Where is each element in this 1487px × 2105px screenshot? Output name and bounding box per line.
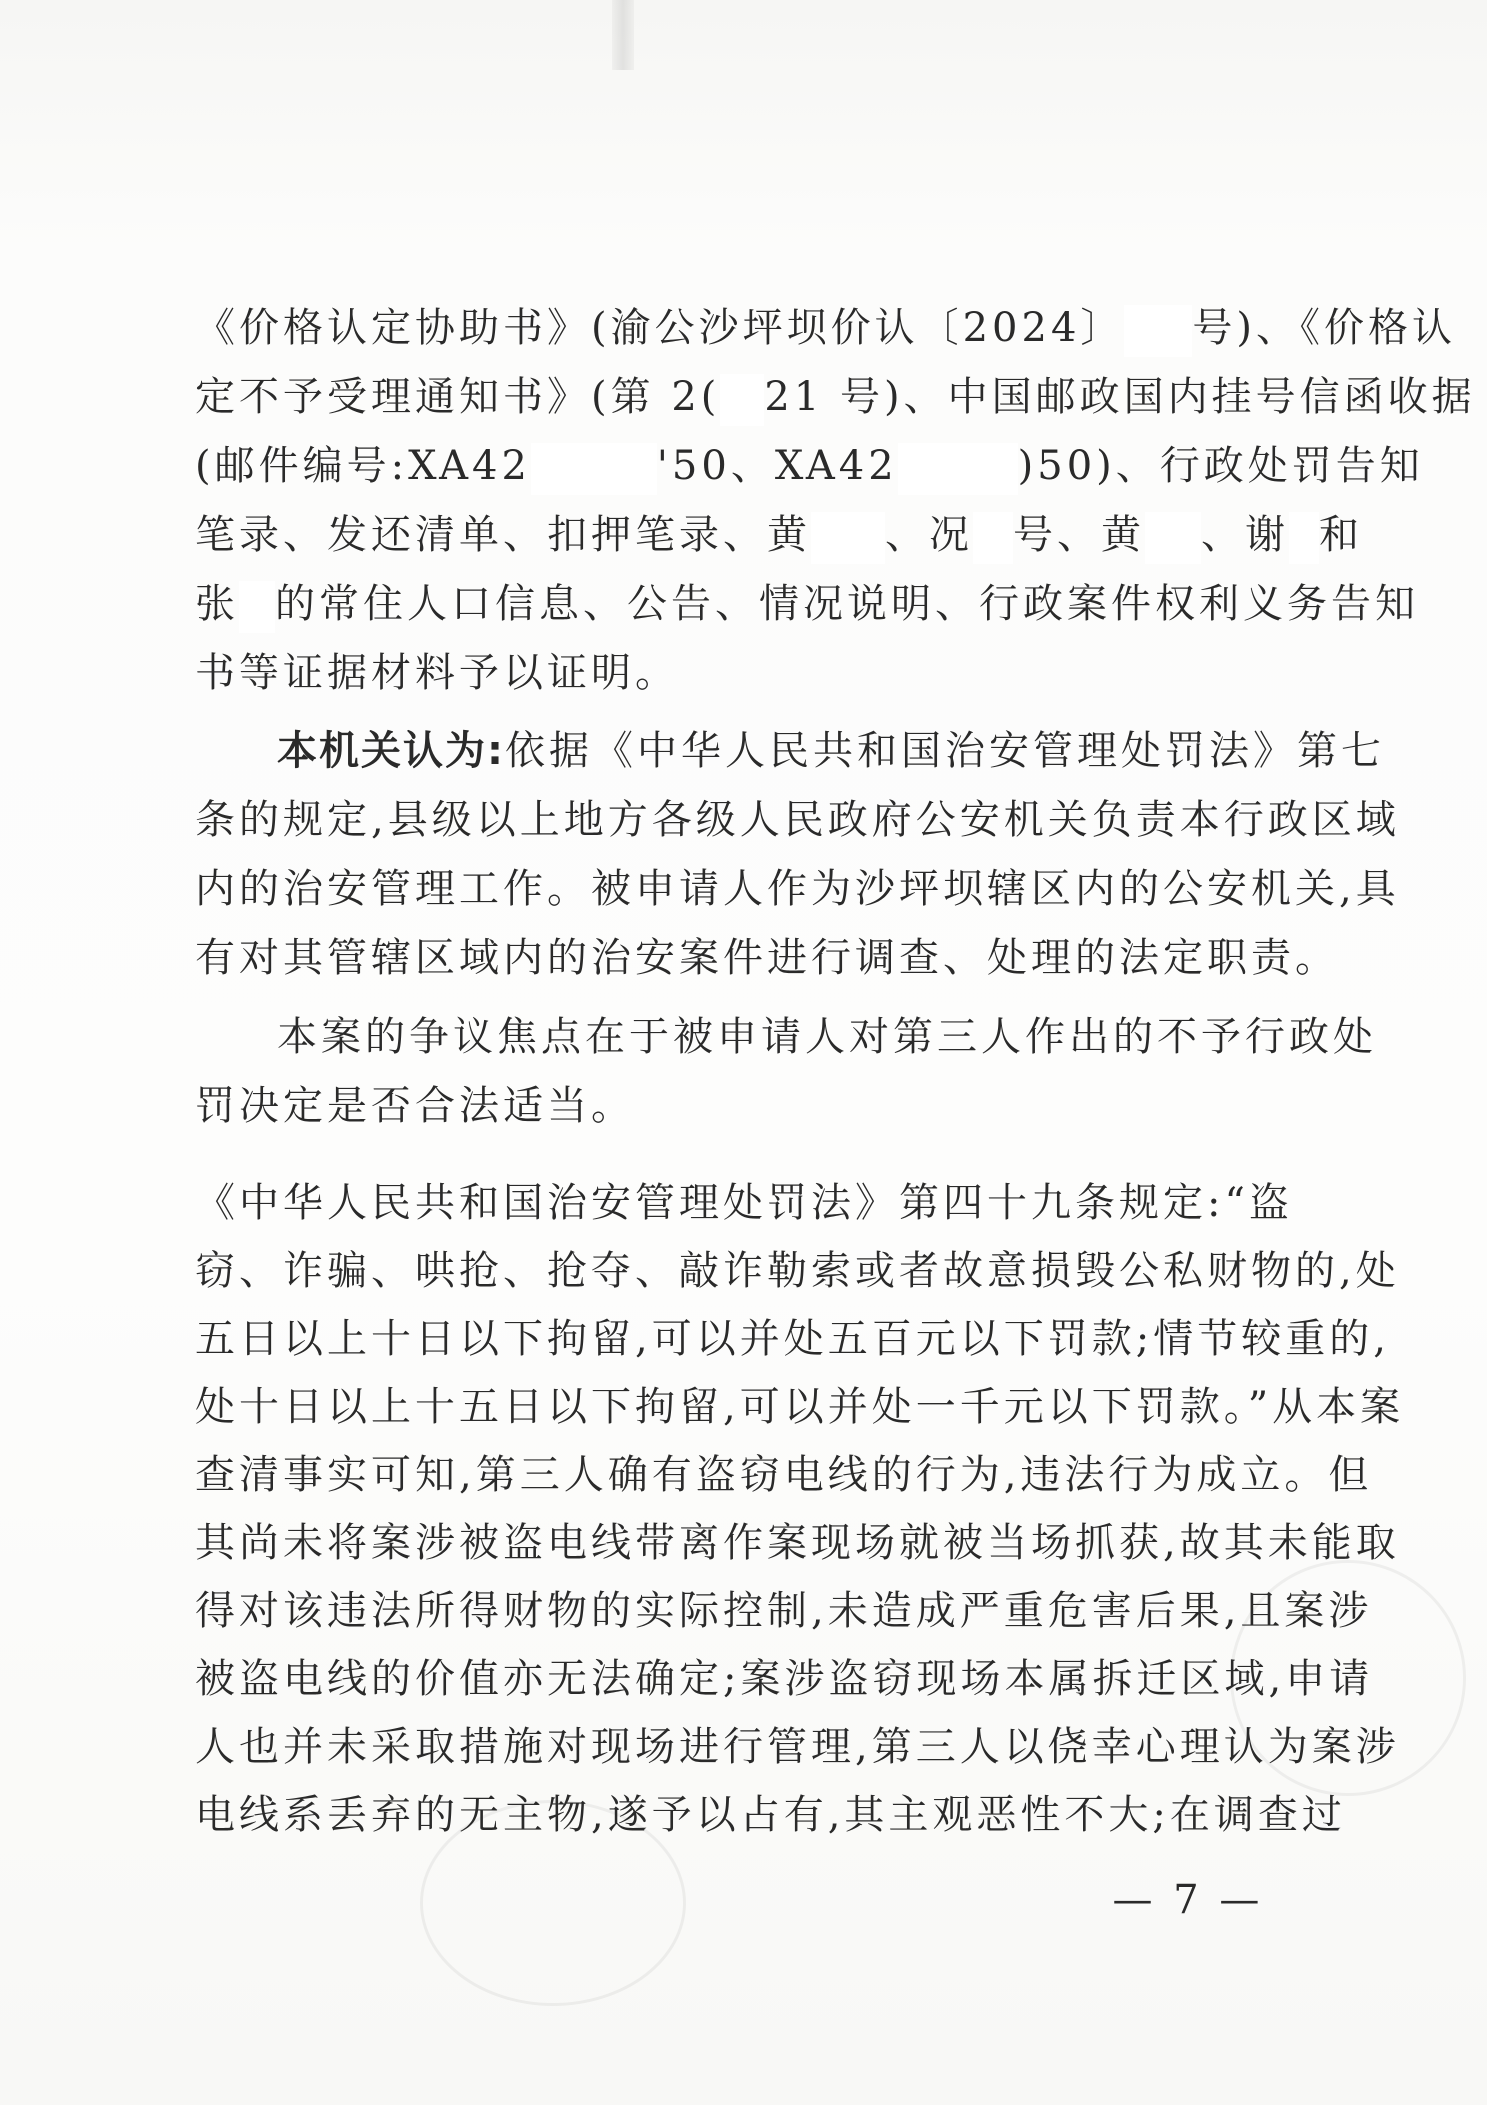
text-span: (邮件编号:XA42 [195, 443, 531, 489]
opinion-line-1 [277, 716, 1385, 786]
page-number: — 7 — [1112, 1877, 1264, 1923]
law-line-1 [195, 1168, 1310, 1238]
law-line-7 [195, 1576, 1373, 1646]
text-span: 定不予受理通知书》(第 2( [195, 374, 721, 420]
text-span: 书等证据材料予以证明。 [195, 650, 679, 696]
scan-fold-shadow [612, 0, 634, 70]
text-span: 号、黄 [1013, 512, 1145, 558]
text-line-2 [195, 362, 1476, 432]
focus-line-2 [195, 1071, 1310, 1141]
text-span: 的常住人口信息、公告、情况说明、行政案件权利义务告知 [275, 581, 1419, 627]
text-line-5 [195, 569, 1419, 639]
text-span: 被盗电线的价值亦无法确定;案涉盗窃现场本属拆迁区域,申请 [195, 1656, 1374, 1702]
text-span: 张 [195, 581, 239, 627]
text-span: 罚决定是否合法适当。 [195, 1083, 635, 1129]
text-span: 《中华人民共和国治安管理处罚法》第四十九条规定:“盗 [195, 1180, 1293, 1226]
redaction-block [1145, 512, 1201, 564]
law-line-4 [195, 1372, 1405, 1442]
law-line-6 [195, 1508, 1400, 1578]
text-line-4 [195, 500, 1363, 570]
text-line-1 [195, 293, 1457, 363]
text-span: 有对其管辖区域内的治安案件进行调查、处理的法定职责。 [195, 935, 1339, 981]
text-span: 依据《中华人民共和国治安管理处罚法》第七 [505, 728, 1385, 774]
text-span: 得对该违法所得财物的实际控制,未造成严重危害后果,且案涉 [195, 1588, 1373, 1634]
redaction-block [898, 443, 1018, 495]
text-span: 和 [1319, 512, 1363, 558]
opinion-line-2 [195, 785, 1400, 855]
law-line-9 [195, 1712, 1400, 1782]
text-line-3 [195, 431, 1424, 501]
law-line-3 [195, 1304, 1390, 1374]
law-line-8 [195, 1644, 1374, 1714]
text-span: 号)、《价格认 [1192, 305, 1457, 351]
redaction-block [811, 512, 885, 564]
text-span: 内的治安管理工作。被申请人作为沙坪坝辖区内的公安机关,具 [195, 866, 1400, 912]
text-span: 《价格认定协助书》(渝公沙坪坝价认〔2024〕 [195, 305, 1125, 351]
redaction-block [1124, 305, 1192, 357]
law-line-10 [195, 1780, 1346, 1850]
text-span: 其尚未将案涉被盗电线带离作案现场就被当场抓获,故其未能取 [195, 1520, 1400, 1566]
redaction-block [1289, 512, 1319, 564]
redaction-block [531, 443, 657, 495]
text-span: 条的规定,县级以上地方各级人民政府公安机关负责本行政区域 [195, 797, 1400, 843]
text-span: 、况 [885, 512, 973, 558]
text-span: )50)、行政处罚告知 [1017, 443, 1424, 489]
text-span: 笔录、发还清单、扣押笔录、黄 [195, 512, 811, 558]
law-line-2 [195, 1236, 1400, 1306]
opinion-line-3 [195, 854, 1400, 924]
focus-line-1 [277, 1002, 1377, 1072]
opinion-line-4 [195, 923, 1339, 993]
text-span: 本案的争议焦点在于被申请人对第三人作出的不予行政处 [277, 1014, 1377, 1060]
text-span: 处十日以上十五日以下拘留,可以并处一千元以下罚款。”从本案 [195, 1384, 1405, 1430]
text-span: 电线系丢弃的无主物,遂予以占有,其主观恶性不大;在调查过 [195, 1792, 1346, 1838]
text-span: 窃、诈骗、哄抢、抢夺、敲诈勒索或者故意损毁公私财物的,处 [195, 1248, 1400, 1294]
redaction-block [720, 374, 764, 426]
redaction-block [973, 512, 1013, 564]
text-span: 查清事实可知,第三人确有盗窃电线的行为,违法行为成立。但 [195, 1452, 1373, 1498]
opinion-lead: 本机关认为: [277, 728, 505, 774]
text-line-6 [195, 638, 1310, 708]
redaction-block [239, 581, 275, 633]
text-span: 人也并未采取措施对现场进行管理,第三人以侥幸心理认为案涉 [195, 1724, 1400, 1770]
text-span: 21 号)、中国邮政国内挂号信函收据 [764, 374, 1476, 420]
law-line-5 [195, 1440, 1373, 1510]
text-span: 五日以上十日以下拘留,可以并处五百元以下罚款;情节较重的, [195, 1316, 1390, 1362]
text-span: '50、XA42 [656, 443, 898, 489]
text-span: 、谢 [1201, 512, 1289, 558]
